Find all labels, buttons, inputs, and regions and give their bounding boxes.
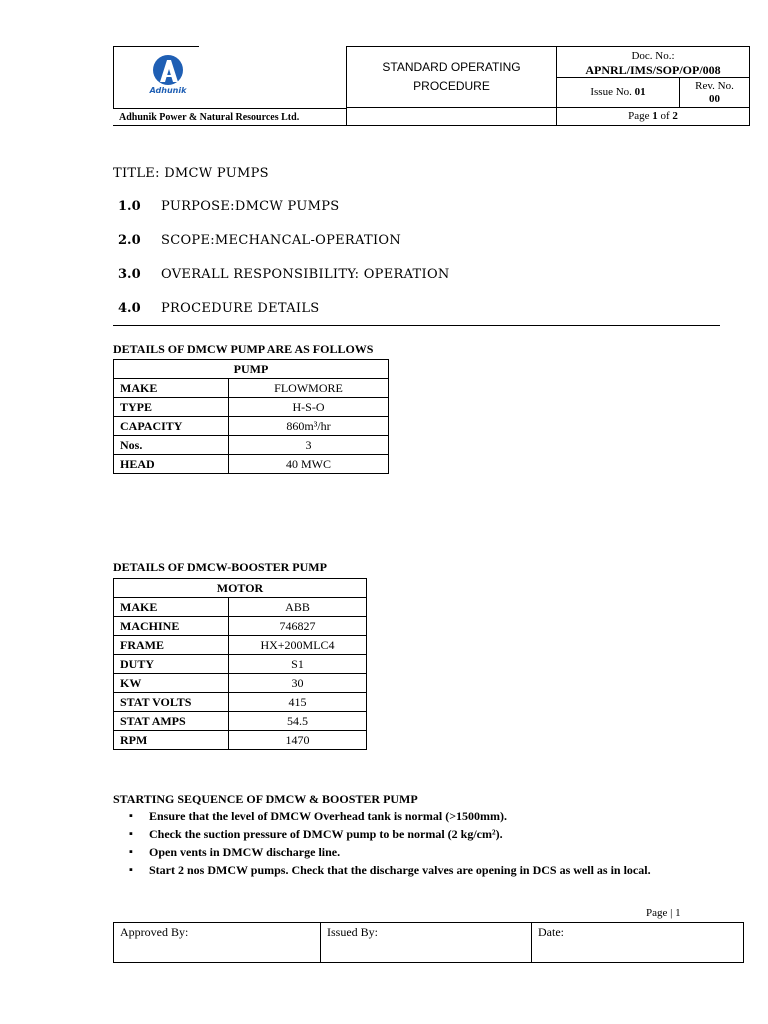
doc-number: APNRL/IMS/SOP/OP/008 [585, 63, 721, 77]
header-blank-cell [346, 107, 557, 126]
table-row [114, 693, 367, 712]
company-name: Adhunik Power & Natural Resources Ltd. [113, 108, 346, 126]
row-value: FLOWMORE [229, 379, 389, 398]
list-item: ▪ Check the suction pressure of DMCW pump to be normal (2 kg/cm²). [149, 825, 749, 843]
row-value: 30 [229, 674, 367, 693]
issue-number: 01 [634, 86, 646, 98]
document-title: TITLE: DMCW PUMPS [113, 166, 269, 181]
issue-number-cell [556, 77, 680, 108]
row-key: TYPE [114, 398, 229, 417]
revision-label: Rev. No. [695, 80, 734, 92]
row-key: MAKE [114, 379, 229, 398]
page-total: 2 [672, 110, 678, 122]
signoff-table [113, 922, 744, 963]
header-border [113, 46, 114, 108]
row-value: 40 MWC [229, 455, 389, 474]
table-row [114, 636, 367, 655]
row-value: 746827 [229, 617, 367, 636]
doc-number-cell [556, 46, 750, 78]
issue-label: Issue No. [590, 86, 632, 98]
table-row [114, 674, 367, 693]
table-row [114, 436, 389, 455]
page-count-cell [556, 107, 750, 126]
company-logo [138, 52, 198, 96]
section-divider [113, 325, 720, 326]
row-value: 860m³/hr [229, 417, 389, 436]
table-row [114, 455, 389, 474]
section-number: 2.0 [118, 233, 141, 248]
table-row [114, 731, 367, 750]
sop-line-2: PROCEDURE [413, 79, 490, 93]
section-scope: SCOPE:MECHANCAL-OPERATION [161, 233, 402, 248]
document-type [346, 46, 557, 108]
sop-line-1: STANDARD OPERATING [382, 60, 521, 74]
row-key: RPM [114, 731, 229, 750]
row-value: 54.5 [229, 712, 367, 731]
section-number: 3.0 [118, 267, 141, 282]
section-procedure: PROCEDURE DETAILS [161, 301, 320, 316]
row-key: DUTY [114, 655, 229, 674]
page-prefix: Page [628, 110, 650, 122]
table-row [114, 655, 367, 674]
page-current: 1 [652, 110, 658, 122]
row-value: 3 [229, 436, 389, 455]
list-item: ▪ Start 2 nos DMCW pumps. Check that the discharge valves are opening in DCS as well as in local. [149, 861, 749, 879]
section-purpose: PURPOSE:DMCW PUMPS [161, 199, 340, 214]
sequence-heading: STARTING SEQUENCE OF DMCW & BOOSTER PUMP [113, 792, 418, 806]
row-key: KW [114, 674, 229, 693]
list-item: ▪ Ensure that the level of DMCW Overhead tank is normal (>1500mm). [149, 807, 749, 825]
approved-by-cell: Approved By: [114, 923, 321, 962]
booster-table [113, 578, 367, 750]
header-border [113, 46, 199, 47]
date-cell: Date: [538, 925, 564, 939]
row-key: STAT AMPS [114, 712, 229, 731]
section-number: 1.0 [118, 199, 141, 214]
row-key: Nos. [114, 436, 229, 455]
row-key: CAPACITY [114, 417, 229, 436]
table-row [114, 398, 389, 417]
svg-text:Adhunik: Adhunik [149, 86, 187, 95]
booster-details-heading: DETAILS OF DMCW-BOOSTER PUMP [113, 560, 327, 574]
booster-table-title: MOTOR [114, 579, 367, 598]
page-of: of [660, 110, 670, 122]
table-row [114, 617, 367, 636]
table-row [114, 598, 367, 617]
row-value: 415 [229, 693, 367, 712]
doc-number-label: Doc. No.: [631, 50, 675, 62]
revision-cell [679, 77, 750, 108]
table-row [114, 417, 389, 436]
issued-by-cell: Issued By: [321, 923, 532, 962]
row-key: STAT VOLTS [114, 693, 229, 712]
row-key: FRAME [114, 636, 229, 655]
row-value: H-S-O [229, 398, 389, 417]
revision-number: 00 [709, 93, 720, 105]
section-responsibility: OVERALL RESPONSIBILITY: OPERATION [161, 267, 450, 282]
row-value: ABB [229, 598, 367, 617]
row-value: HX+200MLC4 [229, 636, 367, 655]
list-item: ▪ Open vents in DMCW discharge line. [149, 843, 749, 861]
row-key: MACHINE [114, 617, 229, 636]
pump-table [113, 359, 389, 474]
pump-table-title: PUMP [114, 360, 389, 379]
table-row [114, 379, 389, 398]
sequence-list [113, 807, 749, 879]
table-row [114, 712, 367, 731]
row-key: HEAD [114, 455, 229, 474]
row-value: 1470 [229, 731, 367, 750]
row-value: S1 [229, 655, 367, 674]
pump-details-heading: DETAILS OF DMCW PUMP ARE AS FOLLOWS [113, 342, 374, 356]
row-key: MAKE [114, 598, 229, 617]
page-number: Page | 1 [646, 907, 681, 919]
section-number: 4.0 [118, 301, 141, 316]
